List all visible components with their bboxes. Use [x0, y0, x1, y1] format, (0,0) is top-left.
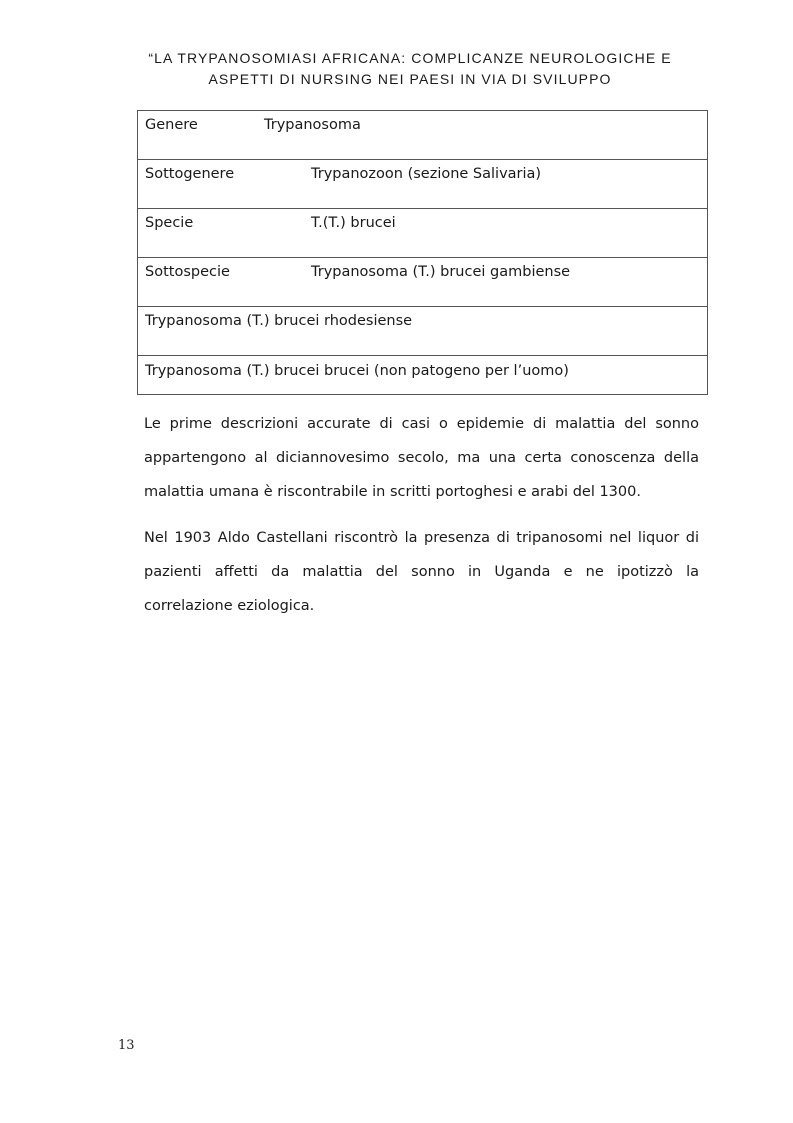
table-cell-label: Genere: [145, 117, 198, 133]
table-row-rhodesiense: [138, 307, 707, 356]
table-row-genere: [138, 111, 707, 160]
table-cell-value: T.(T.) brucei: [311, 215, 396, 231]
page-number: 13: [118, 1038, 135, 1053]
table-cell-value: Trypanosoma (T.) brucei gambiense: [311, 264, 571, 280]
table-cell-value: Trypanosoma: [264, 117, 361, 133]
table-cell-label: Trypanosoma (T.) brucei rhodesiense: [145, 313, 413, 329]
header-line-1: “LA TRYPANOSOMIASI AFRICANA: COMPLICANZE NEUROLOGICHE E: [148, 50, 672, 66]
paragraph-line: pazienti affetti da malattia del sonno in Uganda e ne ipotizzò la: [144, 564, 699, 580]
table-cell-label: Trypanosoma (T.) brucei brucei (non patogeno per l’uomo): [145, 363, 569, 379]
table-cell-label: Specie: [145, 215, 194, 231]
paragraph-line: malattia umana è riscontrabile in scritti portoghesi e arabi del 1300.: [144, 484, 641, 500]
table-row-specie: [138, 209, 707, 258]
paragraph-line: appartengono al diciannovesimo secolo, ma una certa conoscenza della: [144, 450, 699, 466]
taxonomy-table: [137, 110, 708, 395]
table-cell-value: Trypanozoon (sezione Salivaria): [311, 166, 542, 182]
paragraph-line: Nel 1903 Aldo Castellani riscontrò la presenza di tripanosomi nel liquor di: [144, 530, 699, 546]
table-cell-label: Sottogenere: [145, 166, 235, 182]
document-header: [60, 48, 760, 90]
table-row-brucei: [138, 356, 707, 394]
header-line-2: ASPETTI DI NURSING NEI PAESI IN VIA DI SVILUPPO: [208, 71, 612, 87]
paragraph-line: Le prime descrizioni accurate di casi o epidemie di malattia del sonno: [144, 416, 699, 432]
paragraph-castellani: [144, 521, 699, 623]
paragraph-line: correlazione eziologica.: [144, 598, 315, 614]
table-row-sottogenere: [138, 160, 707, 209]
table-row-sottospecie: [138, 258, 707, 307]
table-cell-label: Sottospecie: [145, 264, 230, 280]
paragraph-history: [144, 407, 699, 509]
